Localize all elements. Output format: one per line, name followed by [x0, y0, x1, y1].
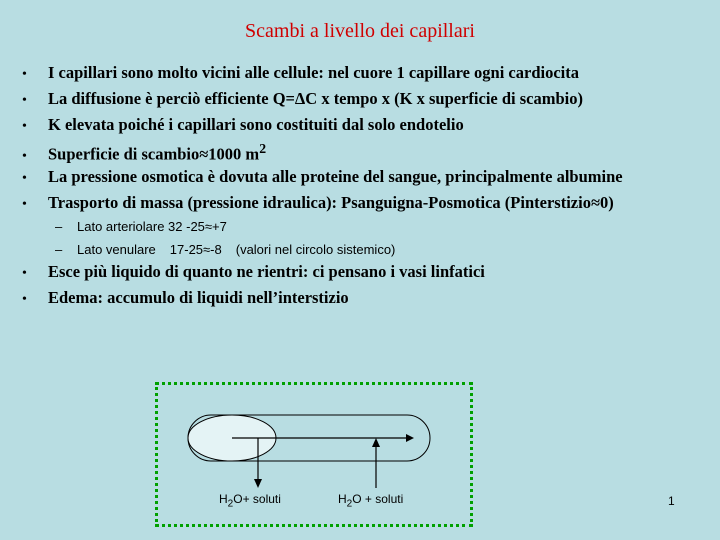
sub-value: 17-25≈-8: [169, 242, 222, 257]
bullet-marker: •: [22, 119, 27, 134]
sub-marker: –: [55, 242, 63, 257]
bullet-text: La pressione osmotica è dovuta alle proteine del sangue, principalmente albumine: [48, 167, 623, 186]
bullet-marker: •: [22, 67, 27, 82]
bullet-text: K elevata poiché i capillari sono costituiti dal solo endotelio: [48, 115, 464, 134]
sub-marker: –: [55, 219, 63, 234]
bullet-marker: •: [22, 171, 27, 186]
bullet-text: Trasporto di massa (pressione idraulica): Psanguigna-Posmotica (Pinterstizio≈0): [48, 193, 614, 212]
bullet-text: Esce più liquido di quanto ne rientri: ci pensano i vasi linfatici: [48, 262, 485, 281]
sub-text: Lato arteriolare 32 -25≈+7: [77, 219, 227, 234]
outflow-arrow-head: [254, 479, 262, 488]
sub-note: (valori nel circolo sistemico): [235, 242, 396, 257]
slide-title: Scambi a livello dei capillari: [245, 20, 475, 42]
bullet-marker: •: [22, 93, 27, 108]
sub-text: Lato venulare: [77, 242, 156, 257]
bullet-marker: •: [22, 148, 27, 164]
bullet-text: La diffusione è perciò efficiente Q=ΔC x tempo x (K x superficie di scambio): [48, 89, 583, 108]
superscript: 2: [259, 141, 267, 156]
inflow-arrow-head: [372, 438, 380, 447]
bullet-marker: •: [22, 292, 27, 307]
flow-arrow-head: [406, 434, 414, 442]
bullet-marker: •: [22, 266, 27, 281]
bullet-text: I capillari sono molto vicini alle cellule: nel cuore 1 capillare ogni cardiocita: [48, 63, 579, 82]
outflow-label: $H_2O+$ soluti: [219, 492, 281, 510]
surface-text: Superficie di scambio≈1000 m: [48, 144, 260, 164]
bullet-marker: •: [22, 197, 27, 212]
inflow-label: $H_2O$ + soluti: [338, 492, 404, 510]
bullet-text: Edema: accumulo di liquidi nell’interstizio: [48, 288, 349, 307]
page-number: 1: [668, 494, 675, 508]
